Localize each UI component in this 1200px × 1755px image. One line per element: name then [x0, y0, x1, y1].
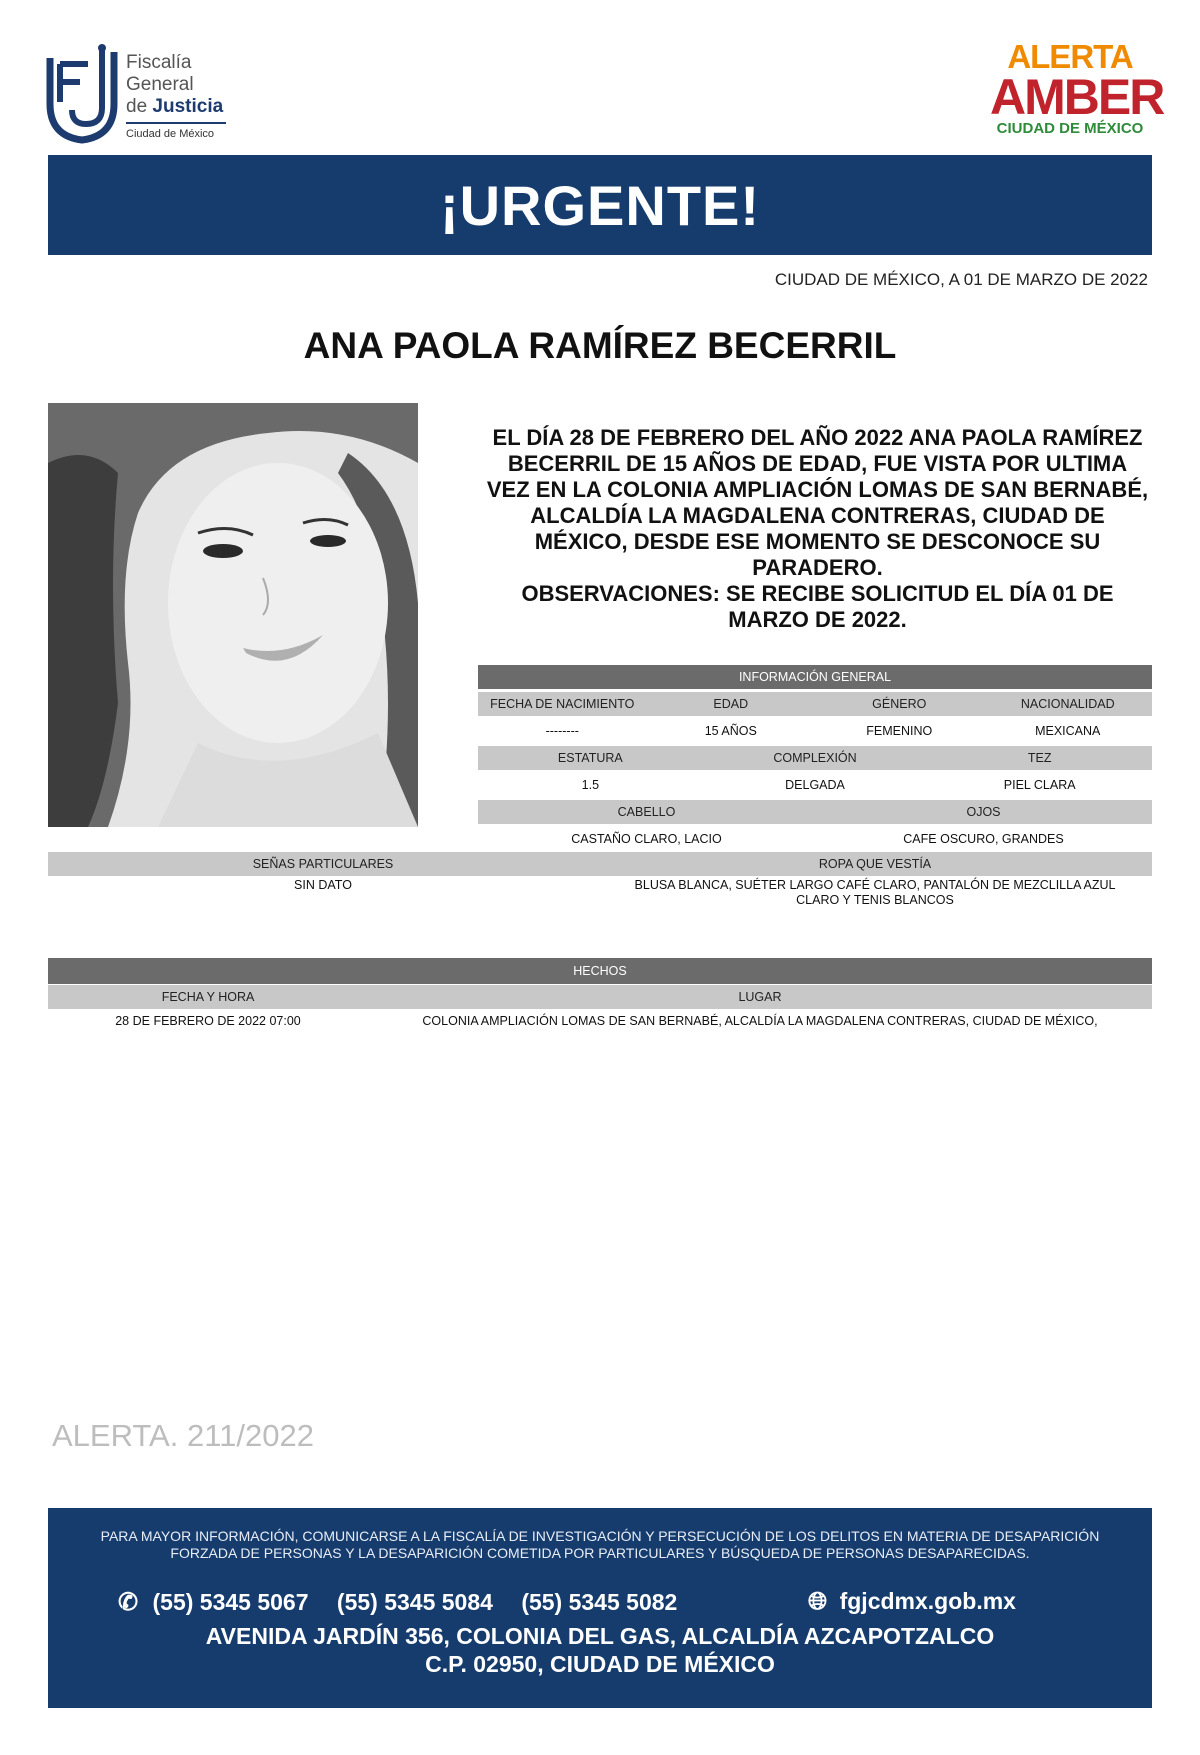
header-edad: EDAD	[713, 697, 749, 711]
fgj-logo-divider	[126, 122, 226, 124]
website-link[interactable]: fgjcdmx.gob.mx	[839, 1588, 1016, 1614]
description-block	[485, 425, 1150, 633]
value-fecha-nacimiento: --------	[545, 724, 579, 738]
value-estatura: 1.5	[581, 778, 600, 792]
amber-logo-line3: CIUDAD DE MÉXICO	[996, 120, 1144, 137]
value-ropa: BLUSA BLANCA, SUÉTER LARGO CAFÉ CLARO, PANTALÓN DE MEZCLILLA AZUL CLARO Y TENIS BLANCOS	[634, 878, 1116, 907]
urgent-banner: ¡URGENTE!	[48, 155, 1152, 255]
amber-logo-line2: AMBER	[990, 69, 1164, 125]
info-general-title-bar	[478, 665, 1152, 689]
globe-icon: 🌐︎	[808, 1588, 828, 1615]
header-tez: TEZ	[1027, 751, 1052, 765]
value-lugar: COLONIA AMPLIACIÓN LOMAS DE SAN BERNABÉ, ALCALDÍA LA MAGDALENA CONTRERAS, CIUDAD DE MÉXICO,	[422, 1014, 1098, 1028]
value-tez: PIEL CLARA	[1003, 778, 1076, 792]
phone-number-2[interactable]: (55) 5345 5084	[336, 1589, 493, 1615]
fgj-emblem-icon	[46, 44, 121, 144]
footer-contact-box	[48, 1508, 1152, 1708]
header-ojos: OJOS	[966, 805, 1001, 819]
value-cabello: CASTAÑO CLARO, LACIO	[571, 832, 722, 846]
footer-address-2: C.P. 02950, CIUDAD DE MÉXICO	[425, 1651, 775, 1677]
footer-website	[808, 1588, 1016, 1616]
header-fecha-hora: FECHA Y HORA	[161, 990, 255, 1004]
value-senas-particulares: SIN DATO	[294, 878, 352, 892]
value-nacionalidad: MEXICANA	[1035, 724, 1101, 738]
header-ropa: ROPA QUE VESTÍA	[818, 857, 932, 871]
header-estatura: ESTATURA	[557, 751, 623, 765]
alerta-amber-logo	[990, 38, 1164, 150]
hechos-title-bar	[48, 958, 1152, 984]
header-complexion: COMPLEXIÓN	[773, 751, 857, 765]
description-text: EL DÍA 28 DE FEBRERO DEL AÑO 2022 ANA PAOLA RAMÍREZ BECERRIL DE 15 AÑOS DE EDAD, FUE VISTA POR ULTIMA VEZ EN LA COLONIA AMPLIACIÓN LOMAS DE SAN BERNABÉ, ALCALDÍA LA MAGDALENA CONTRERAS, CIUDAD DE MÉXICO, DESDE ESE MOMENTO SE DESCONOCE SU PARADERO.	[486, 425, 1149, 580]
footer-phones	[118, 1588, 677, 1617]
footer-address-1: AVENIDA JARDÍN 356, COLONIA DEL GAS, ALCALDÍA AZCAPOTZALCO	[205, 1623, 995, 1649]
info-row3-values	[478, 827, 1152, 851]
info-row1-values	[478, 719, 1152, 743]
header-lugar: LUGAR	[738, 990, 782, 1004]
footer-info-text: PARA MAYOR INFORMACIÓN, COMUNICARSE A LA FISCALÍA DE INVESTIGACIÓN Y PERSECUCIÓN DE LOS DELITOS EN MATERIA DE DESAPARICIÓN FORZADA DE PERSONAS Y LA DESAPARICIÓN COMETIDA POR PARTICULARES Y BÚSQUEDA DE PERSONAS DESAPARECIDAS.	[100, 1528, 1100, 1561]
value-complexion: DELGADA	[785, 778, 845, 792]
value-genero: FEMENINO	[866, 724, 933, 738]
features-headers	[48, 852, 1152, 876]
header-cabello: CABELLO	[617, 805, 676, 819]
observations-text: OBSERVACIONES: SE RECIBE SOLICITUD EL DÍA 01 DE MARZO DE 2022.	[521, 581, 1114, 632]
info-general-title: INFORMACIÓN GENERAL	[738, 670, 892, 684]
features-values	[48, 878, 1152, 914]
alert-code: ALERTA. 211/2022	[52, 1418, 314, 1453]
header-genero: GÉNERO	[872, 697, 927, 711]
hechos-headers	[48, 985, 1152, 1009]
info-row1-headers	[478, 692, 1152, 716]
fgj-logo-text: Fiscalía General de Justicia	[126, 52, 224, 117]
header-senas-particulares: SEÑAS PARTICULARES	[252, 857, 394, 871]
value-edad: 15 AÑOS	[704, 724, 757, 738]
phone-number-1[interactable]: (55) 5345 5067	[152, 1589, 309, 1615]
info-row2-values	[478, 773, 1152, 797]
fgj-logo	[46, 44, 236, 144]
header-fecha-nacimiento: FECHA DE NACIMIENTO	[490, 697, 635, 711]
info-row2-headers	[478, 746, 1152, 770]
person-name: ANA PAOLA RAMÍREZ BECERRIL	[303, 325, 897, 366]
fgj-logo-subline: Ciudad de México	[126, 128, 215, 140]
date-line: CIUDAD DE MÉXICO, A 01 DE MARZO DE 2022	[774, 270, 1148, 289]
info-row3-headers	[478, 800, 1152, 824]
value-fecha-hora: 28 DE FEBRERO DE 2022 07:00	[115, 1014, 301, 1028]
amber-logo-line1: ALERTA	[1007, 38, 1133, 75]
hechos-values	[48, 1010, 1152, 1032]
phone-number-3[interactable]: (55) 5345 5082	[521, 1589, 678, 1615]
missing-person-photo	[48, 403, 418, 827]
header-nacionalidad: NACIONALIDAD	[1020, 697, 1115, 711]
phone-icon: ✆	[118, 1589, 139, 1616]
value-ojos: CAFE OSCURO, GRANDES	[903, 832, 1064, 846]
hechos-title: HECHOS	[573, 964, 627, 978]
